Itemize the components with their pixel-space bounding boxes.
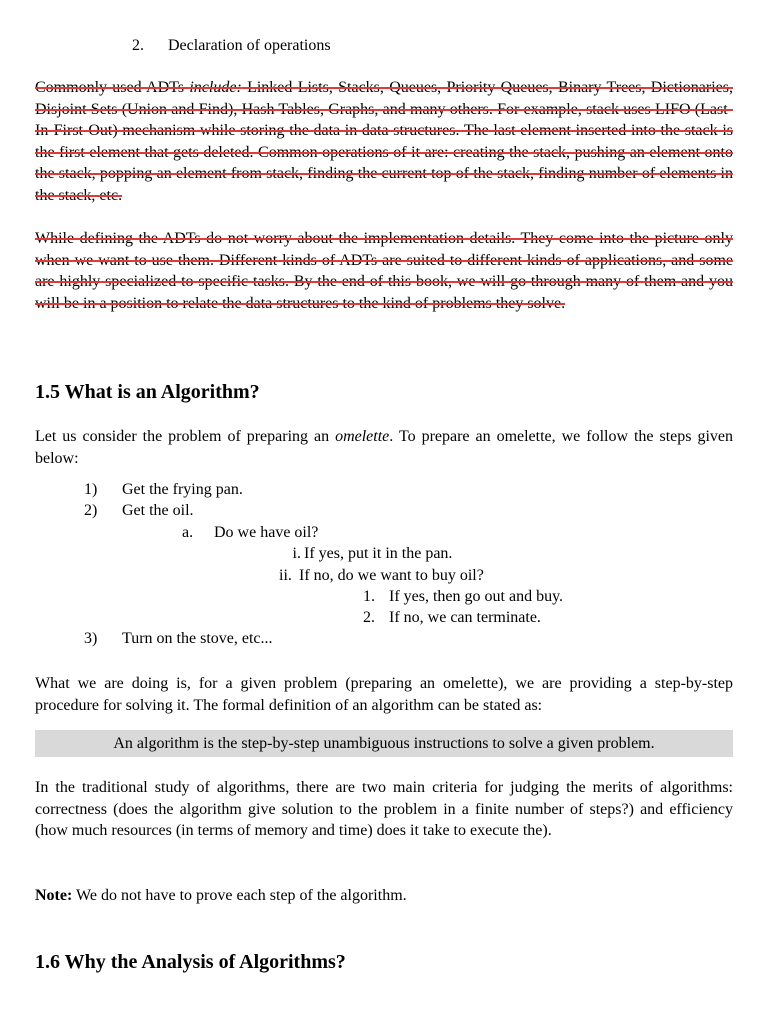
step-deepitem — [363, 607, 541, 629]
step-number: ii. — [279, 567, 292, 584]
step-subsubitem — [287, 543, 452, 565]
step-number: 1) — [84, 481, 98, 498]
step-text: Get the frying pan. — [122, 481, 243, 498]
step-number: a. — [182, 524, 194, 541]
step-text: If no, do we want to buy oil? — [299, 567, 484, 584]
step-number: 2) — [84, 502, 98, 519]
intro-text: Let us consider the problem of preparing an — [35, 428, 336, 445]
step-item — [84, 628, 273, 650]
step-text: If yes, put it in the pan. — [304, 545, 453, 562]
step-text: Turn on the stove, etc... — [122, 630, 273, 647]
step-subsubitem — [279, 565, 484, 587]
intro-paragraph — [35, 426, 733, 469]
definition-box: An algorithm is the step-by-step unambiguous instructions to solve a given problem. — [35, 730, 733, 757]
criteria-paragraph: In the traditional study of algorithms, there are two main criteria for judging the merits of algorithms: correctness (does the algorithm give solution to the problem in a finite number of steps?) and efficiency (how much resources (in terms of memory and time) does it take to execute the). — [35, 779, 733, 839]
step-item — [84, 479, 243, 501]
step-text: If yes, then go out and buy. — [389, 588, 564, 605]
step-deepitem — [363, 586, 563, 608]
step-number: i. — [292, 545, 301, 562]
intro-italic: omelette — [335, 428, 390, 445]
step-number: 1. — [363, 588, 375, 605]
step-text: Get the oil. — [122, 502, 194, 519]
section-heading-1-6: 1.6 Why the Analysis of Algorithms? — [35, 951, 346, 973]
step-number: 2. — [363, 609, 375, 626]
step-text: Do we have oil? — [214, 524, 319, 541]
step-subitem — [182, 522, 318, 544]
intro-text-after: . To prepare an omelette, we follow the steps given below: — [35, 428, 733, 467]
step-text: If no, we can terminate. — [389, 609, 541, 626]
paragraph-lead: Commonly used ADTs — [35, 79, 190, 96]
step-number: 3) — [84, 630, 98, 647]
note-line — [35, 885, 407, 907]
section-heading-1-5: 1.5 What is an Algorithm? — [35, 381, 260, 403]
paragraph-rest: Linked Lists, Stacks, Queues, Priority Queues, Binary Trees, Dictionaries, Disjoint Sets (Union and Find), Hash Tables, Graphs, and many others. For example, stack uses LIFO (Last-In-First-Out) mechanism while storing the data in data structures. The last element inserted into the stack is the first element that gets deleted. Common operations of it are: creating the stack, pushing an element onto the stack, popping an element from stack, finding the current top of the stack, finding number of elements in the stack, etc. — [35, 79, 733, 204]
paragraph-italic: include: — [189, 79, 242, 96]
list-text: Declaration of operations — [168, 37, 331, 54]
step-item — [84, 500, 194, 522]
list-item-declaration — [132, 35, 331, 57]
list-number: 2. — [132, 37, 144, 54]
procedure-paragraph: What we are doing is, for a given problem (preparing an omelette), we are providing a step-by-step procedure for solving it. The formal definition of an algorithm can be stated as: — [35, 675, 733, 714]
struck-paragraph-adts — [35, 77, 733, 206]
note-text: We do not have to prove each step of the algorithm. — [72, 887, 407, 904]
struck-paragraph-implementation: While defining the ADTs do not worry about the implementation details. They come into the picture only when we want to use them. Different kinds of ADTs are suited to different kinds of applications, and some are highly specialized to specific tasks. By the end of this book, we will go through many of them and you will be in a position to relate the data structures to the kind of problems they solve. — [35, 230, 733, 312]
note-label: Note: — [35, 887, 73, 904]
